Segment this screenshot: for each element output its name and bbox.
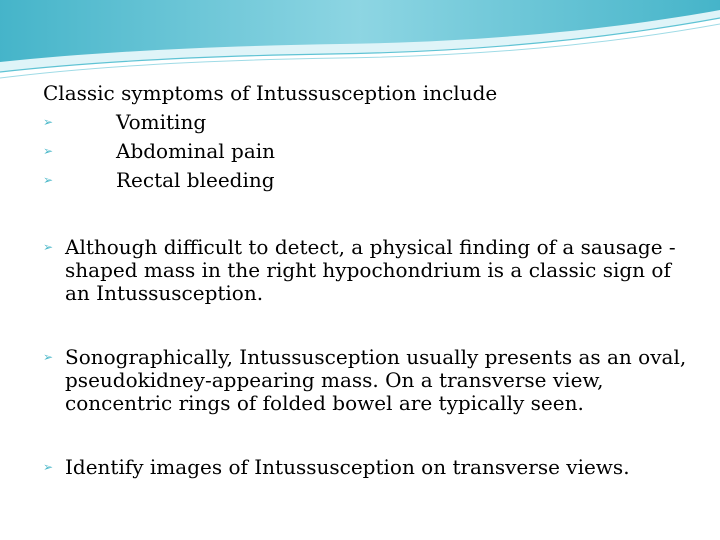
arrow-bullet-icon: ➢ bbox=[43, 460, 54, 474]
list-item bbox=[43, 166, 693, 195]
arrow-bullet-icon: ➢ bbox=[43, 115, 54, 129]
list-item bbox=[43, 108, 693, 137]
paragraph-text: Identify images of Intussusception on transverse views. bbox=[65, 455, 630, 479]
symptom-list bbox=[43, 108, 693, 195]
intro-text: Classic symptoms of Intussusception include bbox=[43, 81, 498, 105]
arrow-bullet-icon: ➢ bbox=[43, 173, 54, 187]
paragraph-text: Although difficult to detect, a physical finding of a sausage -shaped mass in the right hypochondrium is a classic sign of an Intussusception. bbox=[65, 235, 676, 305]
list-item bbox=[43, 346, 693, 415]
paragraph-list bbox=[43, 236, 693, 479]
arrow-bullet-icon: ➢ bbox=[43, 240, 54, 254]
symptom-text: Rectal bleeding bbox=[116, 168, 275, 192]
paragraph-text: Sonographically, Intussusception usually presents as an oval, pseudokidney-appearing mass. On a transverse view, concentric rings of folded bowel are typically seen. bbox=[65, 345, 687, 415]
header-wave-decoration bbox=[0, 0, 720, 90]
symptom-text: Abdominal pain bbox=[116, 139, 276, 163]
arrow-bullet-icon: ➢ bbox=[43, 350, 54, 364]
symptom-text: Vomiting bbox=[116, 110, 207, 134]
list-item bbox=[43, 137, 693, 166]
list-item bbox=[43, 456, 693, 479]
arrow-bullet-icon: ➢ bbox=[43, 144, 54, 158]
list-item bbox=[43, 236, 693, 305]
slide-body bbox=[43, 79, 693, 479]
